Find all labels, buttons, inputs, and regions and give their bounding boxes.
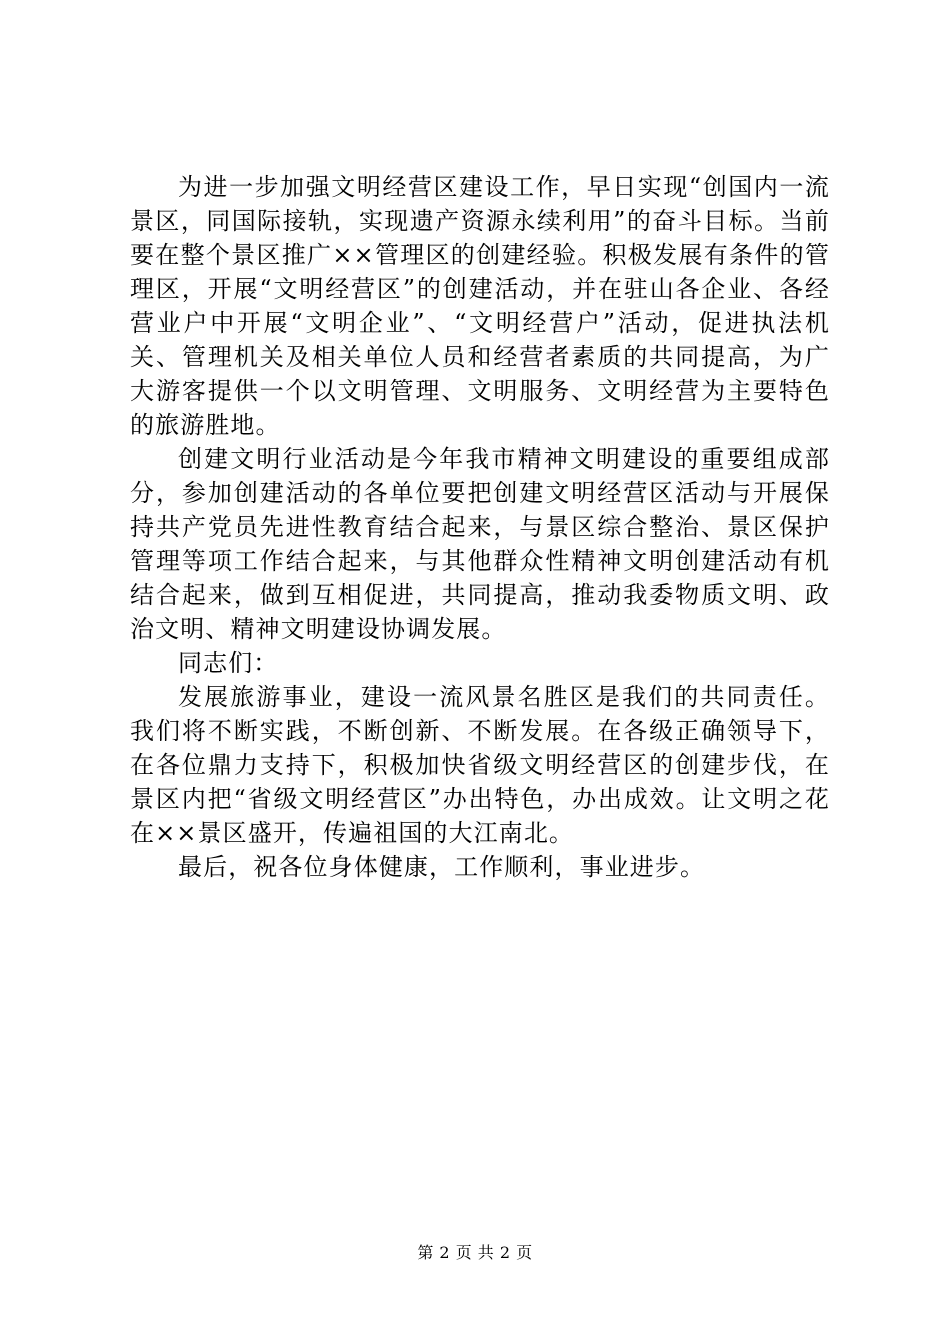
paragraph-civilized-industry-activity: 创建文明行业活动是今年我市精神文明建设的重要组成部分，参加创建活动的各单位要把创建文明经营区活动与开展保持共产党员先进性教育结合起来，与景区综合整治、景区保护管理等项工作结合起来，与其他群众性精神文明创建活动有机结合起来，做到互相促进，共同提高，推动我委物质文明、政治文明、精神文明建设协调发展。 <box>130 445 830 643</box>
paragraph-closing-wishes: 最后，祝各位身体健康，工作顺利，事业进步。 <box>178 853 706 881</box>
document-body <box>130 170 830 884</box>
page-footer: 第 2 页 共 2 页 <box>417 1243 533 1262</box>
paragraph-tourism-development: 发展旅游事业，建设一流风景名胜区是我们的共同责任。我们将不断实践，不断创新、不断发展。在各级正确领导下，在各位鼎力支持下，积极加快省级文明经营区的创建步伐，在景区内把“省级文明经营区”办出特色，办出成效。让文明之花在××景区盛开，传遍祖国的大江南北。 <box>130 683 830 847</box>
paragraph-civilized-zone-goal: 为进一步加强文明经营区建设工作，早日实现“创国内一流景区，同国际接轨，实现遗产资源永续利用”的奋斗目标。当前要在整个景区推广××管理区的创建经验。积极发展有条件的管理区，开展“文明经营区”的创建活动，并在驻山各企业、各经营业户中开展“文明企业”、“文明经营户”活动，促进执法机关、管理机关及相关单位人员和经营者素质的共同提高，为广大游客提供一个以文明管理、文明服务、文明经营为主要特色的旅游胜地。 <box>130 173 830 439</box>
paragraph-salutation: 同志们： <box>178 649 279 677</box>
